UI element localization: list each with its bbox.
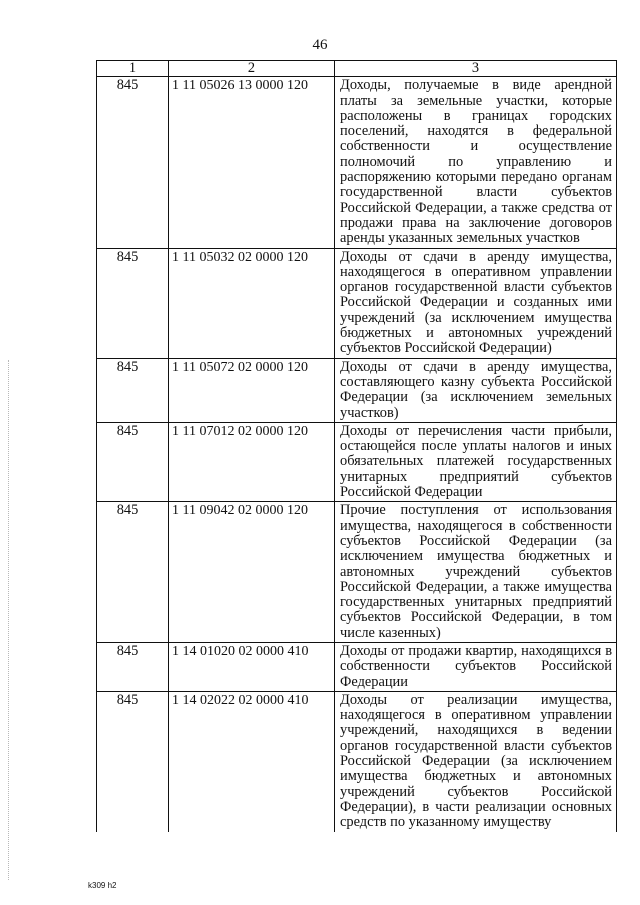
revenue-code-cell: 1 11 07012 02 0000 120 bbox=[169, 422, 335, 501]
footer-document-code: k309 h2 bbox=[88, 881, 117, 890]
revenue-code-cell: 1 11 09042 02 0000 120 bbox=[169, 502, 335, 643]
admin-code-cell: 845 bbox=[97, 422, 169, 501]
revenue-description-cell: Доходы от сдачи в аренду имущества, находящегося в оперативном управлении органов государственной власти субъектов Российской Федерации и созданных ими учреждений (за исключением имущества бюджетных и автономных учреждений субъектов Российской Федерации) bbox=[335, 248, 617, 358]
table-row bbox=[97, 642, 617, 691]
revenue-code-cell: 1 11 05072 02 0000 120 bbox=[169, 358, 335, 422]
table-row bbox=[97, 502, 617, 643]
revenue-description-cell: Доходы, получаемые в виде арендной платы за земельные участки, которые расположены в границах городских поселений, находятся в федеральной собственности и осуществление полномочий по управлению и распоряжению которыми передано органам государственной власти субъектов Российской Федерации, а также средства от продажи права на заключение договоров аренды указанных земельных участков bbox=[335, 77, 617, 248]
revenue-codes-table bbox=[96, 60, 617, 832]
admin-code-cell: 845 bbox=[97, 358, 169, 422]
table-row bbox=[97, 358, 617, 422]
revenue-code-cell: 1 11 05026 13 0000 120 bbox=[169, 77, 335, 248]
admin-code-cell: 845 bbox=[97, 691, 169, 831]
table-row bbox=[97, 248, 617, 358]
table-row bbox=[97, 691, 617, 831]
admin-code-cell: 845 bbox=[97, 248, 169, 358]
revenue-description-cell: Доходы от сдачи в аренду имущества, составляющего казну субъекта Российской Федерации (за исключением земельных участков) bbox=[335, 358, 617, 422]
revenue-code-cell: 1 14 02022 02 0000 410 bbox=[169, 691, 335, 831]
revenue-description-cell: Доходы от перечисления части прибыли, остающейся после уплаты налогов и иных обязательных платежей государственных унитарных предприятий субъектов Российской Федерации bbox=[335, 422, 617, 501]
revenue-code-cell: 1 11 05032 02 0000 120 bbox=[169, 248, 335, 358]
column-header-2: 2 bbox=[169, 61, 335, 77]
revenue-description-cell: Прочие поступления от использования имущества, находящегося в собственности субъектов Российской Федерации (за исключением имущества бюджетных и автономных учреждений субъектов Российской Федерации, а также имущества государственных унитарных предприятий субъектов Российской Федерации, в том числе казенных) bbox=[335, 502, 617, 643]
scan-margin-dots bbox=[8, 360, 11, 880]
admin-code-cell: 845 bbox=[97, 642, 169, 691]
revenue-code-cell: 1 14 01020 02 0000 410 bbox=[169, 642, 335, 691]
admin-code-cell: 845 bbox=[97, 77, 169, 248]
column-header-1: 1 bbox=[97, 61, 169, 77]
table-row bbox=[97, 77, 617, 248]
column-header-3: 3 bbox=[335, 61, 617, 77]
revenue-description-cell: Доходы от продажи квартир, находящихся в собственности субъектов Российской Федерации bbox=[335, 642, 617, 691]
revenue-description-cell: Доходы от реализации имущества, находящегося в оперативном управлении учреждений, находящихся в ведении органов государственной власти субъектов Российской Федерации (за исключением имущества бюджетных и автономных учреждений субъектов Российской Федерации), в части реализации основных средств по указанному имуществу bbox=[335, 691, 617, 831]
page-number: 46 bbox=[312, 37, 328, 53]
table-header-row bbox=[97, 61, 617, 77]
table-row bbox=[97, 422, 617, 501]
admin-code-cell: 845 bbox=[97, 502, 169, 643]
